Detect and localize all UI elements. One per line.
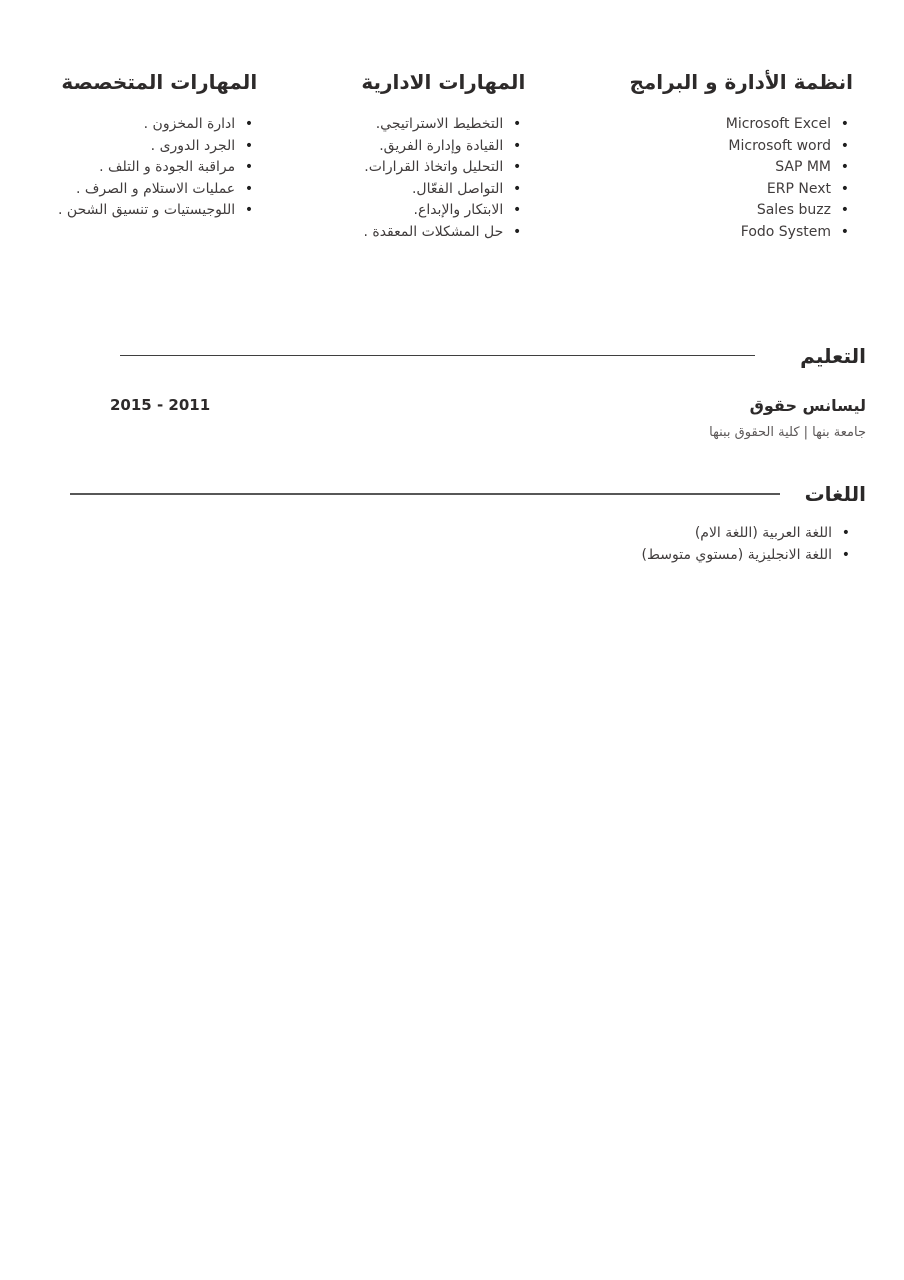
list-item: • الابتكار والإبداع. bbox=[361, 200, 525, 222]
list-item: • مراقبة الجودة و التلف . bbox=[58, 157, 257, 179]
school-name: جامعة بنها | كلية الحقوق ببنها bbox=[709, 424, 866, 440]
education-header bbox=[38, 342, 866, 370]
list-item: • اللوجيستيات و تنسيق الشحن . bbox=[58, 200, 257, 222]
list-item: • ERP Next bbox=[629, 179, 853, 201]
list-item: • القيادة وإدارة الفريق. bbox=[361, 136, 525, 158]
languages-title: اللغات bbox=[804, 481, 866, 506]
horizontal-rule bbox=[120, 355, 755, 356]
section-systems-programs bbox=[629, 68, 853, 244]
list-item: • اللغة العربية (اللغة الام) bbox=[38, 522, 854, 544]
list-item: • Microsoft Excel bbox=[629, 114, 853, 136]
list-item: • اللغة الانجليزية (مستوي متوسط) bbox=[38, 544, 854, 566]
section-languages bbox=[38, 480, 866, 566]
systems-list bbox=[629, 114, 853, 244]
education-period: 2015 - 2011 bbox=[110, 395, 211, 414]
list-item: • ادارة المخزون . bbox=[58, 114, 257, 136]
education-entry-main bbox=[709, 394, 866, 442]
list-item: • Microsoft word bbox=[629, 136, 853, 158]
education-entry bbox=[38, 394, 866, 442]
section-specialized-skills bbox=[58, 68, 257, 222]
list-item: • Sales buzz bbox=[629, 200, 853, 222]
languages-header bbox=[38, 480, 866, 508]
systems-title: انظمة الأدارة و البرامج bbox=[629, 70, 853, 94]
admin-skills-title: المهارات الادارية bbox=[361, 70, 526, 94]
list-item: • الجرد الدورى . bbox=[58, 136, 257, 158]
specialized-skills-title: المهارات المتخصصة bbox=[61, 70, 258, 94]
education-title: التعليم bbox=[800, 343, 866, 368]
list-item: • التخطيط الاستراتيجي. bbox=[361, 114, 525, 136]
list-item: • التحليل واتخاذ القرارات. bbox=[361, 157, 525, 179]
list-item: • حل المشكلات المعقدة . bbox=[361, 222, 525, 244]
list-item: • عمليات الاستلام و الصرف . bbox=[58, 179, 257, 201]
list-item: • SAP MM bbox=[629, 157, 853, 179]
section-admin-skills bbox=[361, 68, 525, 244]
list-item: • Fodo System bbox=[629, 222, 853, 244]
skills-columns bbox=[38, 68, 866, 244]
horizontal-rule bbox=[70, 493, 780, 495]
admin-skills-list bbox=[361, 114, 525, 244]
specialized-skills-list bbox=[58, 114, 257, 222]
degree-title: ليسانس حقوق bbox=[749, 395, 866, 415]
list-item: • التواصل الفعّال. bbox=[361, 179, 525, 201]
section-education bbox=[38, 342, 866, 442]
languages-list bbox=[38, 522, 866, 566]
